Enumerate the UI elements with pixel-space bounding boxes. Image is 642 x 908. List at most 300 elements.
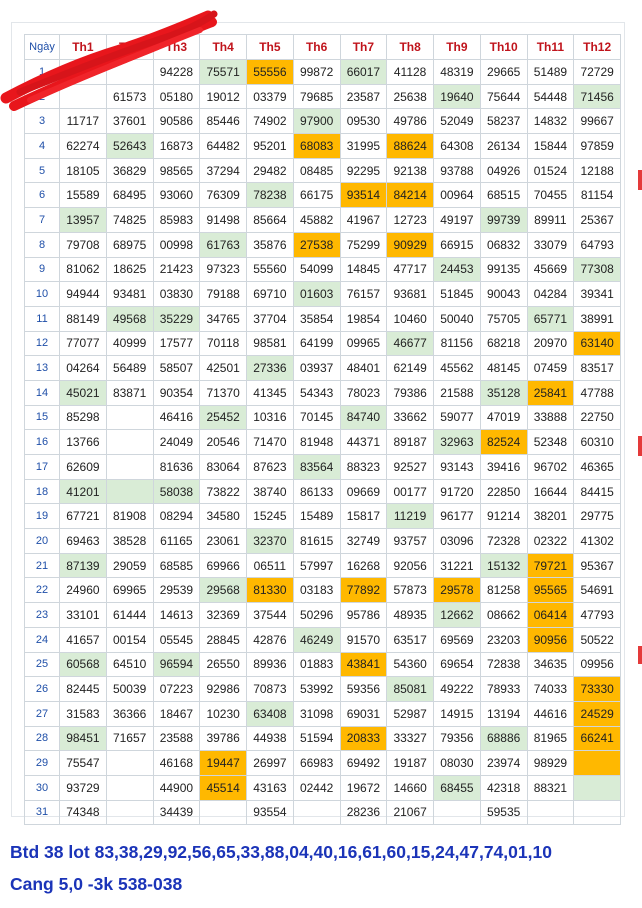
number-cell: 01603	[293, 282, 340, 307]
number-cell: 92527	[387, 455, 434, 480]
number-cell: 63140	[574, 331, 621, 356]
number-cell: 19640	[434, 84, 481, 109]
number-cell	[106, 751, 153, 776]
number-cell: 41128	[387, 60, 434, 85]
number-cell	[106, 800, 153, 825]
number-cell: 69710	[247, 282, 294, 307]
number-cell: 10230	[200, 701, 247, 726]
number-cell: 75705	[480, 306, 527, 331]
number-cell: 45021	[60, 380, 107, 405]
number-cell: 28236	[340, 800, 387, 825]
number-cell: 60568	[60, 652, 107, 677]
number-cell: 79386	[387, 380, 434, 405]
number-cell: 76157	[340, 282, 387, 307]
number-cell: 06414	[527, 603, 574, 628]
number-cell: 42318	[480, 775, 527, 800]
number-cell: 70118	[200, 331, 247, 356]
number-cell: 99135	[480, 257, 527, 282]
number-cell: 64199	[293, 331, 340, 356]
number-cell: 62274	[60, 134, 107, 159]
day-cell: 28	[25, 726, 60, 751]
number-cell: 64510	[106, 652, 153, 677]
number-cell: 19012	[200, 84, 247, 109]
number-cell: 85081	[387, 677, 434, 702]
edge-mark	[638, 170, 642, 190]
number-cell: 33101	[60, 603, 107, 628]
number-cell: 71456	[574, 84, 621, 109]
number-cell: 69569	[434, 627, 481, 652]
number-cell: 58507	[153, 356, 200, 381]
number-cell: 95201	[247, 134, 294, 159]
number-cell: 04284	[527, 282, 574, 307]
table-row	[25, 504, 621, 529]
table-row	[25, 677, 621, 702]
number-cell: 67721	[60, 504, 107, 529]
number-cell: 87139	[60, 553, 107, 578]
number-cell: 66915	[434, 232, 481, 257]
number-cell: 14915	[434, 701, 481, 726]
number-cell: 31583	[60, 701, 107, 726]
number-cell: 15245	[247, 504, 294, 529]
number-cell: 54360	[387, 652, 434, 677]
number-cell: 18105	[60, 158, 107, 183]
number-cell: 51489	[527, 60, 574, 85]
number-cell: 64482	[200, 134, 247, 159]
number-cell: 37544	[247, 603, 294, 628]
number-cell: 45562	[434, 356, 481, 381]
number-cell: 75547	[60, 751, 107, 776]
number-cell: 54448	[527, 84, 574, 109]
number-cell: 88323	[340, 455, 387, 480]
number-cell: 90956	[527, 627, 574, 652]
number-cell: 05180	[153, 84, 200, 109]
number-cell: 70455	[527, 183, 574, 208]
number-cell: 29665	[480, 60, 527, 85]
number-cell: 69654	[434, 652, 481, 677]
day-cell: 7	[25, 208, 60, 233]
number-cell: 74902	[247, 109, 294, 134]
number-cell: 14832	[527, 109, 574, 134]
number-cell: 62609	[60, 455, 107, 480]
number-cell: 58038	[153, 479, 200, 504]
number-cell: 52643	[106, 134, 153, 159]
number-cell: 39786	[200, 726, 247, 751]
day-cell: 11	[25, 306, 60, 331]
number-cell: 33079	[527, 232, 574, 257]
number-cell: 44900	[153, 775, 200, 800]
number-cell: 48145	[480, 356, 527, 381]
number-cell	[106, 430, 153, 455]
day-cell: 3	[25, 109, 60, 134]
number-cell: 73822	[200, 479, 247, 504]
number-cell: 20833	[340, 726, 387, 751]
number-cell: 41201	[60, 479, 107, 504]
number-cell	[60, 60, 107, 85]
number-cell: 88624	[387, 134, 434, 159]
number-cell: 98565	[153, 158, 200, 183]
number-cell: 08485	[293, 158, 340, 183]
table-row	[25, 356, 621, 381]
number-cell: 15489	[293, 504, 340, 529]
header-month: Th4	[200, 35, 247, 60]
number-cell: 15844	[527, 134, 574, 159]
number-cell: 85446	[200, 109, 247, 134]
number-cell: 83564	[293, 455, 340, 480]
number-cell: 32749	[340, 529, 387, 554]
header-month: Th1	[60, 35, 107, 60]
number-cell: 14660	[387, 775, 434, 800]
number-cell: 44616	[527, 701, 574, 726]
number-cell	[293, 800, 340, 825]
number-cell	[60, 84, 107, 109]
table-row	[25, 627, 621, 652]
number-cell: 29482	[247, 158, 294, 183]
number-cell: 48935	[387, 603, 434, 628]
number-cell: 52987	[387, 701, 434, 726]
number-cell: 56489	[106, 356, 153, 381]
number-cell: 79721	[527, 553, 574, 578]
number-cell: 41967	[340, 208, 387, 233]
table-row	[25, 306, 621, 331]
number-cell: 98451	[60, 726, 107, 751]
number-cell: 15589	[60, 183, 107, 208]
number-cell: 68455	[434, 775, 481, 800]
table-row	[25, 60, 621, 85]
number-cell: 19447	[200, 751, 247, 776]
number-cell	[434, 800, 481, 825]
number-cell: 91570	[340, 627, 387, 652]
number-cell: 19672	[340, 775, 387, 800]
header-month: Th9	[434, 35, 481, 60]
number-cell: 93481	[106, 282, 153, 307]
number-cell: 59356	[340, 677, 387, 702]
number-cell: 35854	[293, 306, 340, 331]
footer-notes	[10, 836, 640, 900]
number-cell: 44371	[340, 430, 387, 455]
number-cell	[527, 800, 574, 825]
table-header-row	[25, 35, 621, 60]
number-cell	[106, 455, 153, 480]
day-cell: 31	[25, 800, 60, 825]
number-cell: 01883	[293, 652, 340, 677]
number-cell: 93788	[434, 158, 481, 183]
number-cell: 73330	[574, 677, 621, 702]
table-row	[25, 578, 621, 603]
number-cell: 75299	[340, 232, 387, 257]
number-cell: 52049	[434, 109, 481, 134]
number-cell: 45514	[200, 775, 247, 800]
number-cell: 32370	[247, 529, 294, 554]
number-cell: 69966	[200, 553, 247, 578]
number-cell: 01524	[527, 158, 574, 183]
number-cell: 70873	[247, 677, 294, 702]
number-cell: 33888	[527, 405, 574, 430]
table-row	[25, 553, 621, 578]
day-cell: 9	[25, 257, 60, 282]
day-cell: 1	[25, 60, 60, 85]
number-cell: 48319	[434, 60, 481, 85]
number-cell: 46677	[387, 331, 434, 356]
table-row	[25, 232, 621, 257]
number-cell: 37601	[106, 109, 153, 134]
table-row	[25, 208, 621, 233]
number-cell: 77308	[574, 257, 621, 282]
header-month: Th12	[574, 35, 621, 60]
number-cell: 00154	[106, 627, 153, 652]
number-cell: 79188	[200, 282, 247, 307]
number-cell: 83871	[106, 380, 153, 405]
number-cell: 97323	[200, 257, 247, 282]
table-row	[25, 257, 621, 282]
number-cell: 31098	[293, 701, 340, 726]
number-cell: 85298	[60, 405, 107, 430]
number-cell: 38991	[574, 306, 621, 331]
day-cell: 24	[25, 627, 60, 652]
number-cell: 00964	[434, 183, 481, 208]
number-cell: 31995	[340, 134, 387, 159]
number-cell: 48401	[340, 356, 387, 381]
number-cell: 81258	[480, 578, 527, 603]
number-cell: 49222	[434, 677, 481, 702]
number-cell: 79685	[293, 84, 340, 109]
number-cell: 58237	[480, 109, 527, 134]
number-cell: 50522	[574, 627, 621, 652]
number-cell: 52348	[527, 430, 574, 455]
number-cell	[106, 775, 153, 800]
number-cell: 37704	[247, 306, 294, 331]
number-cell: 26550	[200, 652, 247, 677]
number-cell: 18467	[153, 701, 200, 726]
number-cell: 71370	[200, 380, 247, 405]
number-cell: 68886	[480, 726, 527, 751]
number-cell: 50296	[293, 603, 340, 628]
number-cell: 81965	[527, 726, 574, 751]
number-cell: 04926	[480, 158, 527, 183]
number-cell: 29539	[153, 578, 200, 603]
number-cell: 23588	[153, 726, 200, 751]
number-cell	[200, 800, 247, 825]
number-cell: 26997	[247, 751, 294, 776]
day-cell: 5	[25, 158, 60, 183]
number-cell: 47717	[387, 257, 434, 282]
number-cell: 27336	[247, 356, 294, 381]
number-cell: 93681	[387, 282, 434, 307]
number-cell: 77892	[340, 578, 387, 603]
number-cell: 70145	[293, 405, 340, 430]
number-cell: 45669	[527, 257, 574, 282]
number-cell: 38528	[106, 529, 153, 554]
number-cell: 19187	[387, 751, 434, 776]
number-cell: 27538	[293, 232, 340, 257]
number-cell: 93060	[153, 183, 200, 208]
number-cell: 15817	[340, 504, 387, 529]
number-cell: 50040	[434, 306, 481, 331]
number-cell: 20546	[200, 430, 247, 455]
number-cell: 38201	[527, 504, 574, 529]
number-cell: 08662	[480, 603, 527, 628]
number-cell: 84415	[574, 479, 621, 504]
footer-line-1: Btd 38 lot 83,38,29,92,56,65,33,88,04,40,16,61,60,15,24,47,74,01,10	[10, 842, 552, 862]
number-cell: 25841	[527, 380, 574, 405]
number-cell: 96702	[527, 455, 574, 480]
table-row	[25, 652, 621, 677]
number-cell: 72838	[480, 652, 527, 677]
number-cell: 99739	[480, 208, 527, 233]
day-cell: 19	[25, 504, 60, 529]
number-cell: 29568	[200, 578, 247, 603]
number-cell: 54343	[293, 380, 340, 405]
day-cell: 10	[25, 282, 60, 307]
table-row	[25, 331, 621, 356]
number-cell: 84214	[387, 183, 434, 208]
number-cell: 65771	[527, 306, 574, 331]
number-cell: 13194	[480, 701, 527, 726]
number-cell: 54099	[293, 257, 340, 282]
day-cell: 8	[25, 232, 60, 257]
number-cell: 69492	[340, 751, 387, 776]
number-cell: 79708	[60, 232, 107, 257]
number-cell: 36829	[106, 158, 153, 183]
number-cell: 75571	[200, 60, 247, 85]
number-cell: 03830	[153, 282, 200, 307]
day-cell: 23	[25, 603, 60, 628]
header-month: Th3	[153, 35, 200, 60]
number-cell: 50039	[106, 677, 153, 702]
number-cell: 47788	[574, 380, 621, 405]
number-cell: 43841	[340, 652, 387, 677]
number-cell: 24960	[60, 578, 107, 603]
number-cell: 25367	[574, 208, 621, 233]
number-cell: 35876	[247, 232, 294, 257]
number-cell: 98929	[527, 751, 574, 776]
number-cell: 60310	[574, 430, 621, 455]
number-cell: 81948	[293, 430, 340, 455]
number-cell: 63408	[247, 701, 294, 726]
lottery-table	[24, 34, 621, 825]
number-cell: 15132	[480, 553, 527, 578]
number-cell: 23203	[480, 627, 527, 652]
number-cell: 78023	[340, 380, 387, 405]
number-cell: 51845	[434, 282, 481, 307]
number-cell: 35229	[153, 306, 200, 331]
number-cell: 91720	[434, 479, 481, 504]
number-cell: 32963	[434, 430, 481, 455]
number-cell: 03096	[434, 529, 481, 554]
header-month: Th6	[293, 35, 340, 60]
number-cell: 90354	[153, 380, 200, 405]
number-cell: 69463	[60, 529, 107, 554]
number-cell: 74033	[527, 677, 574, 702]
number-cell: 22750	[574, 405, 621, 430]
number-cell: 85664	[247, 208, 294, 233]
number-cell: 54691	[574, 578, 621, 603]
number-cell: 92056	[387, 553, 434, 578]
day-cell: 4	[25, 134, 60, 159]
number-cell: 59535	[480, 800, 527, 825]
table-row	[25, 455, 621, 480]
number-cell: 74348	[60, 800, 107, 825]
table-row	[25, 380, 621, 405]
number-cell: 81154	[574, 183, 621, 208]
number-cell: 03937	[293, 356, 340, 381]
number-cell: 03379	[247, 84, 294, 109]
number-cell: 02322	[527, 529, 574, 554]
number-cell: 46249	[293, 627, 340, 652]
number-cell: 41657	[60, 627, 107, 652]
number-cell: 63517	[387, 627, 434, 652]
header-month: Th5	[247, 35, 294, 60]
number-cell: 86133	[293, 479, 340, 504]
table-row	[25, 109, 621, 134]
number-cell: 88321	[527, 775, 574, 800]
number-cell: 13957	[60, 208, 107, 233]
number-cell: 43163	[247, 775, 294, 800]
number-cell: 87623	[247, 455, 294, 480]
number-cell: 08030	[434, 751, 481, 776]
number-cell: 71657	[106, 726, 153, 751]
number-cell: 61763	[200, 232, 247, 257]
number-cell: 06832	[480, 232, 527, 257]
number-cell: 23974	[480, 751, 527, 776]
number-cell: 83517	[574, 356, 621, 381]
number-cell: 89187	[387, 430, 434, 455]
day-cell: 26	[25, 677, 60, 702]
day-cell: 17	[25, 455, 60, 480]
number-cell: 42501	[200, 356, 247, 381]
table-row	[25, 603, 621, 628]
number-cell: 35128	[480, 380, 527, 405]
number-cell: 88149	[60, 306, 107, 331]
day-cell: 25	[25, 652, 60, 677]
number-cell: 78238	[247, 183, 294, 208]
number-cell: 13766	[60, 430, 107, 455]
day-cell: 2	[25, 84, 60, 109]
header-month: Th11	[527, 35, 574, 60]
number-cell	[574, 751, 621, 776]
number-cell: 34635	[527, 652, 574, 677]
number-cell: 59077	[434, 405, 481, 430]
header-day: Ngày	[25, 35, 60, 60]
number-cell: 72328	[480, 529, 527, 554]
number-cell: 29059	[106, 553, 153, 578]
number-cell: 61165	[153, 529, 200, 554]
table-row	[25, 529, 621, 554]
number-cell: 68218	[480, 331, 527, 356]
number-cell: 77077	[60, 331, 107, 356]
number-cell: 09669	[340, 479, 387, 504]
number-cell	[574, 800, 621, 825]
number-cell: 82524	[480, 430, 527, 455]
number-cell: 11219	[387, 504, 434, 529]
number-cell: 93729	[60, 775, 107, 800]
number-cell: 81636	[153, 455, 200, 480]
number-cell: 74825	[106, 208, 153, 233]
number-cell: 81062	[60, 257, 107, 282]
number-cell: 40999	[106, 331, 153, 356]
number-cell: 21588	[434, 380, 481, 405]
number-cell: 47793	[574, 603, 621, 628]
number-cell: 66017	[340, 60, 387, 85]
number-cell: 79356	[434, 726, 481, 751]
number-cell: 82445	[60, 677, 107, 702]
number-cell: 93554	[247, 800, 294, 825]
number-cell: 84740	[340, 405, 387, 430]
table-row	[25, 84, 621, 109]
number-cell: 06511	[247, 553, 294, 578]
number-cell: 14845	[340, 257, 387, 282]
number-cell: 97859	[574, 134, 621, 159]
number-cell: 94944	[60, 282, 107, 307]
